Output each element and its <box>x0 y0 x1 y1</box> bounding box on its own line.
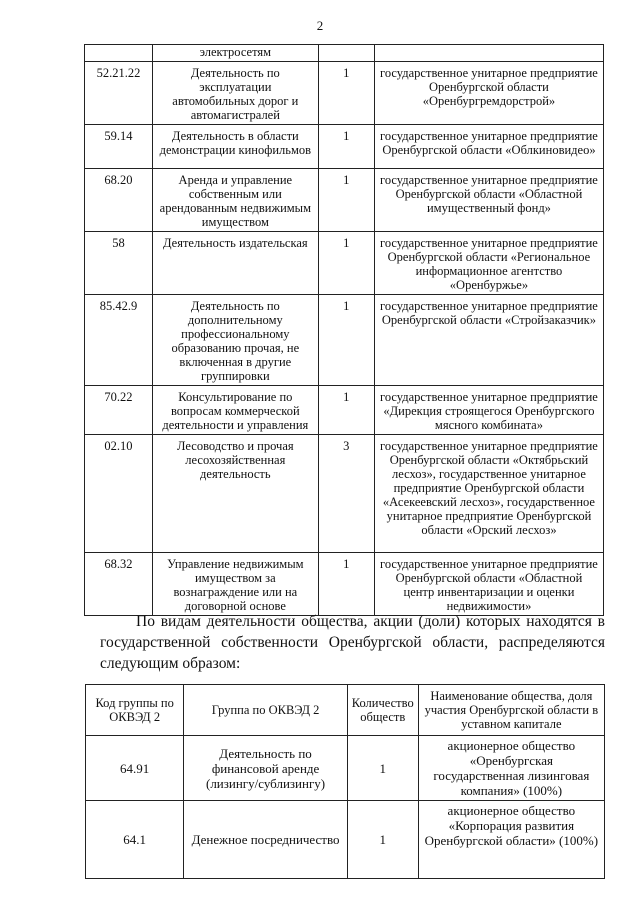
count-cell: 1 <box>318 386 374 435</box>
table-header-row <box>86 685 605 736</box>
table-row <box>85 386 604 435</box>
entity-cell: государственное унитарное предприятие Оренбургской области «Областной центр инвентаризации и оценки недвижимости» <box>374 553 603 616</box>
table-row <box>85 45 604 62</box>
code-cell: 70.22 <box>85 386 153 435</box>
activity-cell: Деятельность издательская <box>152 232 318 295</box>
group-cell: Деятельность по финансовой аренде (лизингу/сублизингу) <box>184 736 347 801</box>
count-cell: 3 <box>318 435 374 553</box>
header-code: Код группы по ОКВЭД 2 <box>86 685 184 736</box>
count-cell: 1 <box>347 801 418 879</box>
entity-cell: государственное унитарное предприятие Оренбургской области «Областной имущественный фонд» <box>374 169 603 232</box>
entity-cell <box>374 45 603 62</box>
code-cell: 68.20 <box>85 169 153 232</box>
entity-cell: государственное унитарное предприятие Оренбургской области «Региональное информационное агентство «Оренбуржье» <box>374 232 603 295</box>
table-row <box>85 62 604 125</box>
entity-cell: государственное унитарное предприятие Оренбургской области «Стройзаказчик» <box>374 295 603 386</box>
count-cell: 1 <box>318 232 374 295</box>
count-cell <box>318 45 374 62</box>
code-cell: 68.32 <box>85 553 153 616</box>
company-cell: акционерное общество «Корпорация развития Оренбургской области» (100%) <box>418 801 604 879</box>
entity-cell: государственное унитарное предприятие «Дирекция строящегося Оренбургского мясного комбината» <box>374 386 603 435</box>
count-cell: 1 <box>347 736 418 801</box>
code-cell: 52.21.22 <box>85 62 153 125</box>
count-cell: 1 <box>318 295 374 386</box>
entity-cell: государственное унитарное предприятие Оренбургской области «Оренбургремдорстрой» <box>374 62 603 125</box>
page-number: 2 <box>316 18 324 33</box>
code-cell <box>85 45 153 62</box>
activity-cell: Деятельность в области демонстрации кинофильмов <box>152 125 318 169</box>
body-paragraph <box>100 611 605 674</box>
activity-cell: Деятельность по дополнительному профессиональному образованию прочая, не включенная в другие группировки <box>152 295 318 386</box>
count-cell: 1 <box>318 62 374 125</box>
entity-cell: государственное унитарное предприятие Оренбургской области «Облкиновидео» <box>374 125 603 169</box>
paragraph-text: По видам деятельности общества, акции (доли) которых находятся в государственной собственности Оренбургской области, распределяются следующим образом: <box>100 613 605 672</box>
joint-stock-companies-table <box>85 684 605 879</box>
activity-cell: Управление недвижимым имуществом за вознаграждение или на договорной основе <box>152 553 318 616</box>
count-cell: 1 <box>318 553 374 616</box>
table-row <box>86 801 605 879</box>
table-row <box>85 295 604 386</box>
entity-cell: государственное унитарное предприятие Оренбургской области «Октябрьский лесхоз», государственное унитарное предприятие Оренбургской области «Асекеевский лесхоз», государственное унитарное предприятие Оренбургской области «Орский лесхоз» <box>374 435 603 553</box>
header-group: Группа по ОКВЭД 2 <box>184 685 347 736</box>
table-row <box>85 553 604 616</box>
code-cell: 59.14 <box>85 125 153 169</box>
okved-enterprises-table <box>84 44 604 616</box>
activity-cell: Деятельность по эксплуатации автомобильных дорог и автомагистралей <box>152 62 318 125</box>
table-row <box>85 125 604 169</box>
code-cell: 58 <box>85 232 153 295</box>
activity-cell: электросетям <box>152 45 318 62</box>
code-cell: 85.42.9 <box>85 295 153 386</box>
company-cell: акционерное общество «Оренбургская государственная лизинговая компания» (100%) <box>418 736 604 801</box>
activity-cell: Лесоводство и прочая лесохозяйственная деятельность <box>152 435 318 553</box>
code-cell: 02.10 <box>85 435 153 553</box>
table-row <box>86 736 605 801</box>
count-cell: 1 <box>318 125 374 169</box>
table-row <box>85 435 604 553</box>
header-company: Наименование общества, доля участия Оренбургской области в уставном капитале <box>418 685 604 736</box>
code-cell: 64.91 <box>86 736 184 801</box>
group-cell: Денежное посредничество <box>184 801 347 879</box>
activity-cell: Аренда и управление собственным или арендованным недвижимым имуществом <box>152 169 318 232</box>
header-count: Количество обществ <box>347 685 418 736</box>
table-row <box>85 169 604 232</box>
code-cell: 64.1 <box>86 801 184 879</box>
table-row <box>85 232 604 295</box>
count-cell: 1 <box>318 169 374 232</box>
activity-cell: Консультирование по вопросам коммерческой деятельности и управления <box>152 386 318 435</box>
